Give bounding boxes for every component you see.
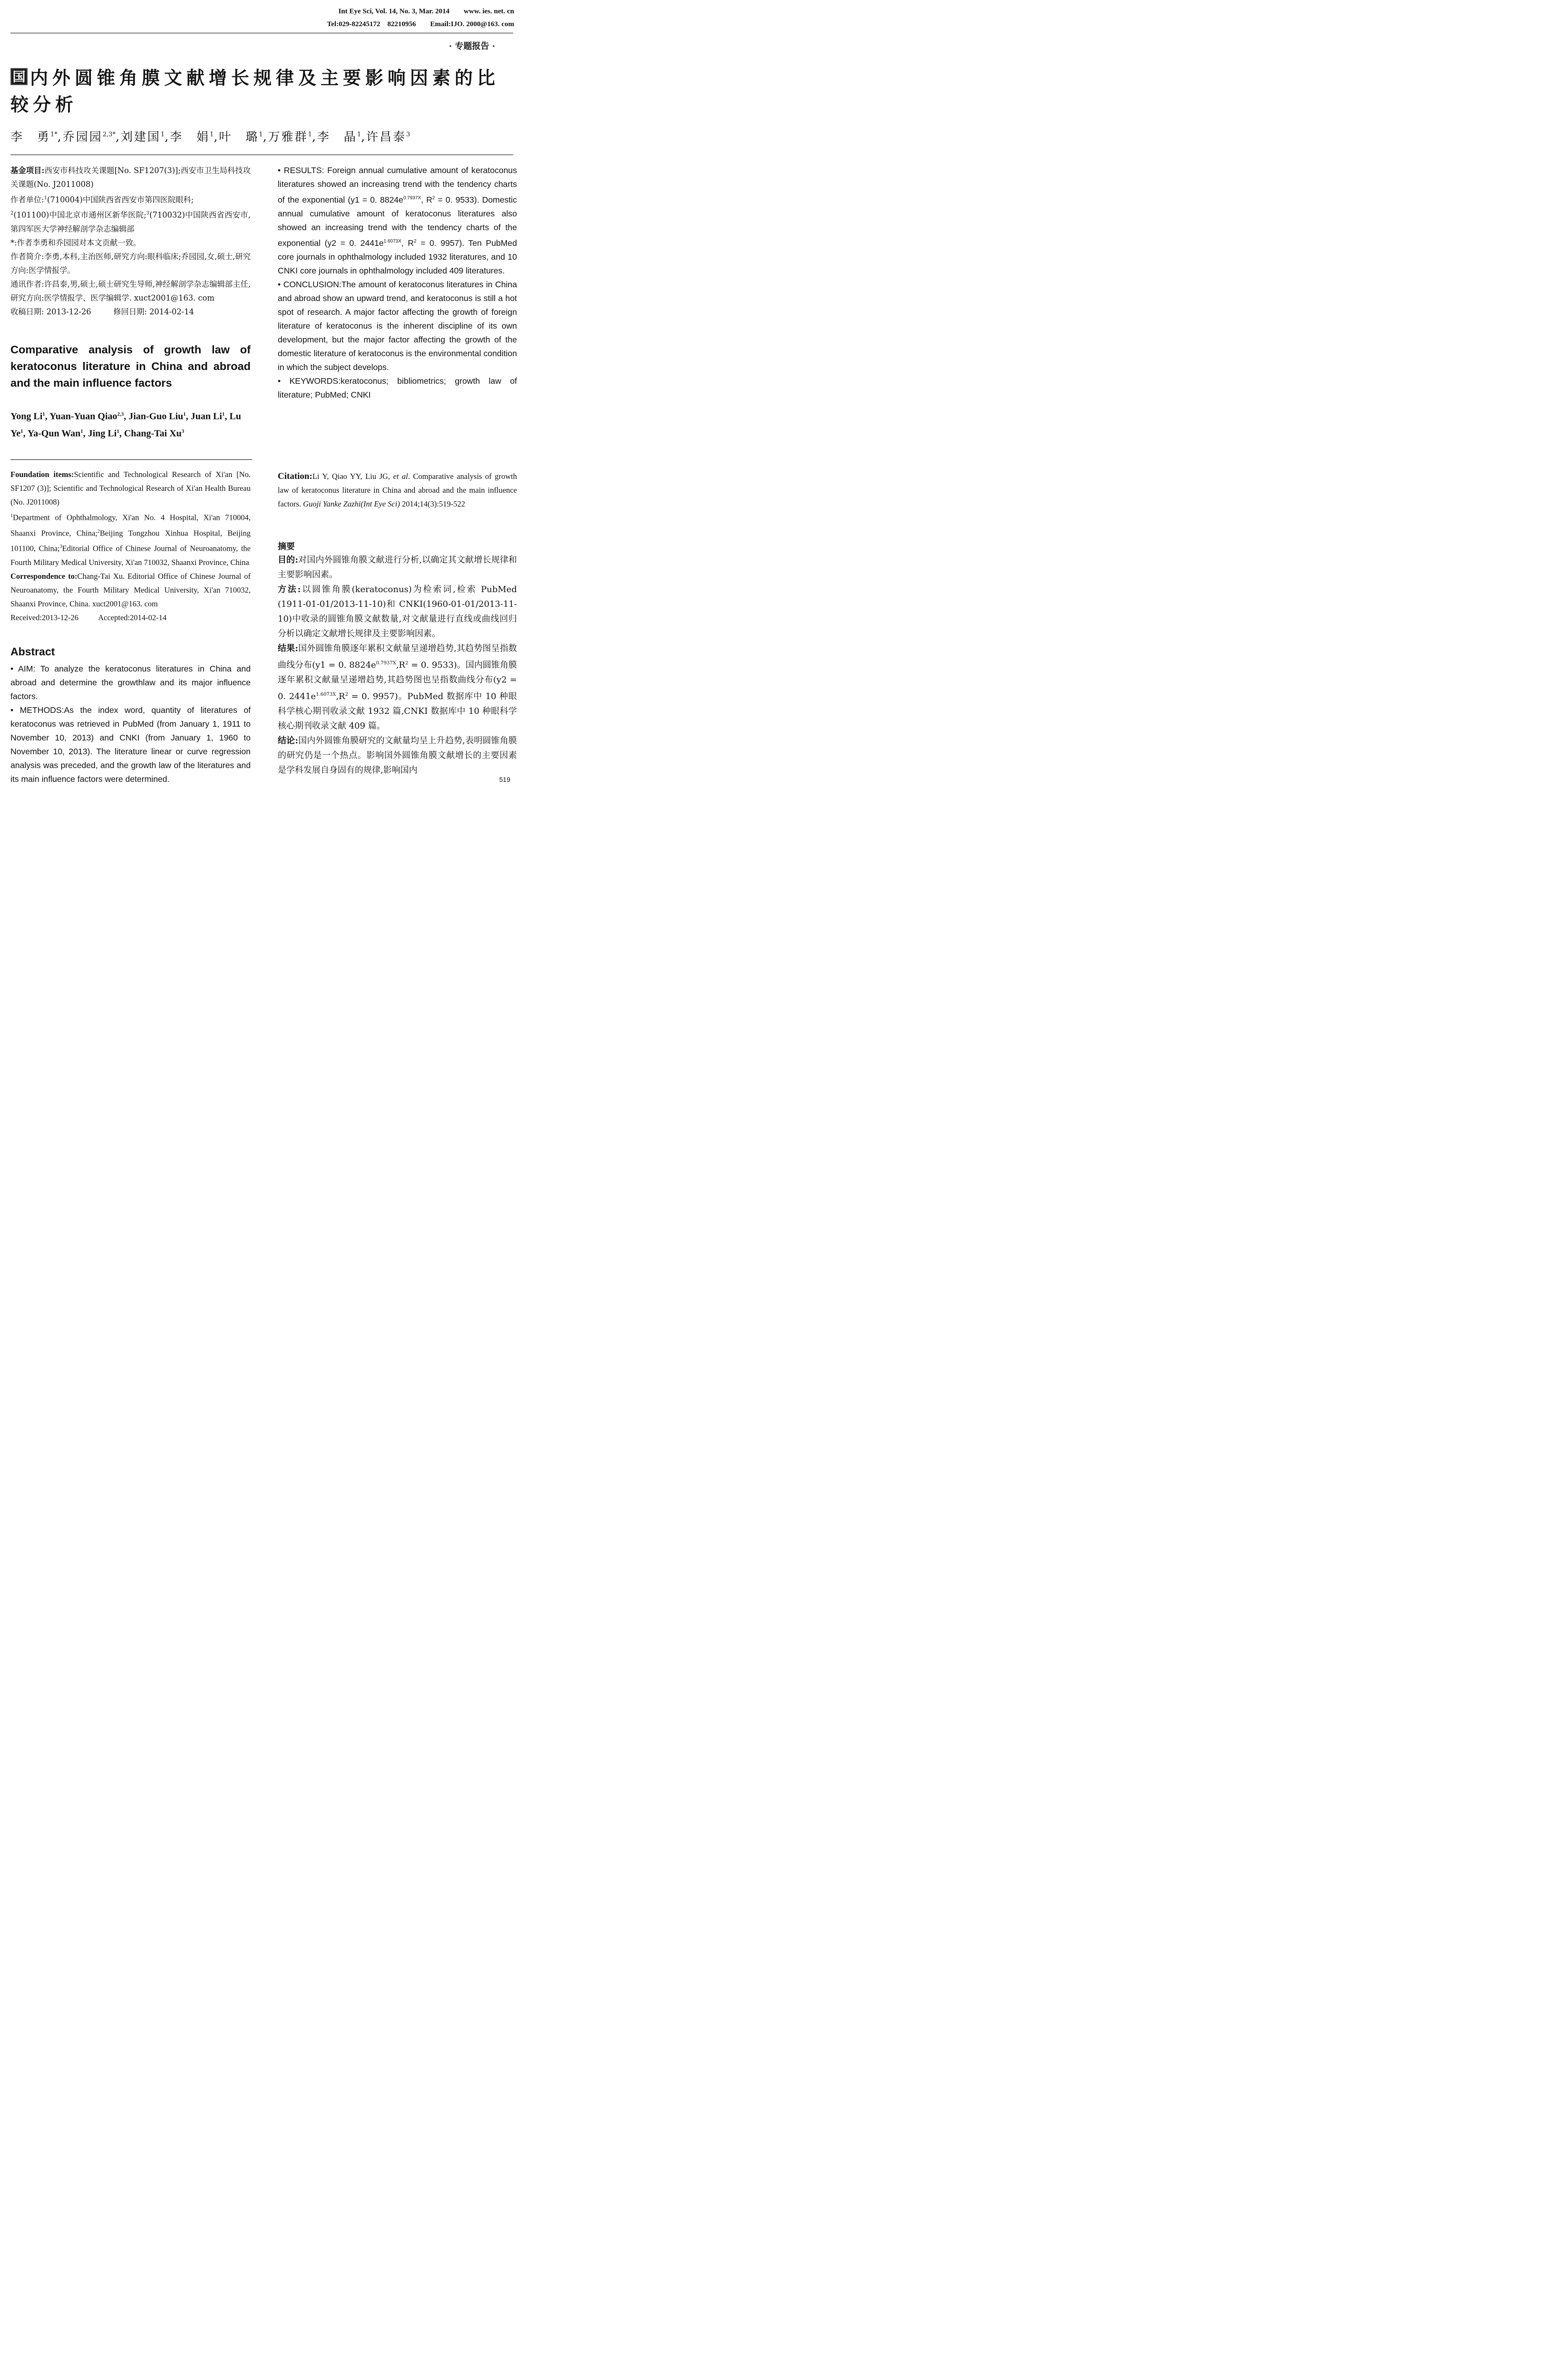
results-text-3: = 0. 9533). Domestic annual cumulative amount of keratoconus literatures also showed an increasing trend with the tendency charts of the exponential (y2 = 0. 2441e (278, 195, 517, 248)
author-en: Juan Li (190, 411, 222, 422)
methods-label: • METHODS: (10, 705, 64, 715)
cn-aim (278, 553, 517, 582)
received-cn: 收稿日期: 2013-12-26 (10, 307, 91, 316)
cn-results-4: ,R (336, 692, 345, 701)
author-cn: 许昌泰 (366, 130, 407, 144)
aff-sup: 1 (10, 513, 13, 518)
citation-etal: et al (393, 472, 408, 481)
results-r2-1: 2 (432, 195, 435, 201)
article-title-text: 内外圆锥角膜文献增长规律及主要影响因素的比较分析 (10, 67, 500, 115)
results-exp-1: 0.7937X (403, 195, 421, 201)
journal-page (0, 0, 523, 792)
results-text-4: , R (401, 238, 414, 248)
cn-results-r2-1: 2 (405, 661, 409, 666)
unit-sup: 1 (44, 195, 47, 201)
article-title-en: Comparative analysis of growth law of keratoconus literature in China and abroad and the main influence factors (10, 343, 251, 389)
author-sup: 1 (117, 428, 119, 434)
author-en: Lu Ye (10, 411, 241, 439)
results-text-2: , R (421, 195, 432, 205)
equal-contrib-cn: *:作者李勇和乔园园对本文贡献一致。 (10, 238, 141, 247)
citation-part-2: . Comparative analysis of growth law of keratoconus literature in China and abroad and the main influence factors. (278, 472, 517, 508)
abstract-left (10, 662, 251, 786)
dates-cn (10, 305, 251, 319)
abstract-aim (10, 662, 251, 703)
keywords-text: keratoconus; bibliometrics; growth law of literature; PubMed; CNKI (278, 376, 517, 399)
citation-part-3: 2014;14(3):519-522 (399, 499, 465, 508)
author-cn: 乔园园 (62, 130, 103, 144)
correspondence-en (10, 569, 251, 611)
author-sup: 1 (80, 428, 83, 434)
cn-conclusion-label: 结论: (278, 736, 298, 746)
cn-results-3: = 0. 9533)。国内圆锥角膜逐年累积文献量呈递增趋势,其趋势图也呈指数曲线分布(y2 = 0. 2441e (278, 660, 517, 701)
cn-meta-block (10, 164, 251, 319)
author-cn: 万雅群 (268, 130, 308, 144)
author-sup: 1 (20, 428, 23, 434)
results-text-1: Foreign annual cumulative amount of keratoconus literatures showed an increasing trend with the tendency charts of the exponential (y1 = 0. 8824e (278, 166, 517, 205)
author-sup: 1 (259, 131, 263, 138)
aff-en-3: Editorial Office of Chinese Journal of Neuroanatomy, the Fourth Military Medical University, Xi'an 710032, Shaanxi Province, China (10, 544, 251, 567)
author-sup: 3 (181, 428, 185, 434)
author-sup: 1 (210, 131, 214, 138)
methods-text: As the index word, quantity of literatures of keratoconus was retrieved in PubMed (from January 1, 1911 to November 10, 2013) and CNKI (from January 1, 1960 to November 10, 2013). The literature linear or curve regression analysis was preceded, and the growth law of the literatures and its main influence factors were determined. (10, 705, 251, 784)
aff-en-2: Beijing Tongzhou Xinhua Hospital, Beijing 101100, China; (10, 528, 251, 553)
cn-results-exp-2: 1.6073X (316, 692, 336, 697)
aim-label: • AIM: (10, 664, 36, 673)
cn-results-1: 国外圆锥角膜逐年累积文献量呈递增趋势,其趋势图呈指数曲线分布(y1 = 0. 8824e (278, 643, 517, 670)
abstract-methods (10, 703, 251, 786)
author-en: Chang-Tai Xu (124, 428, 182, 439)
received-en: Received:2013-12-26 (10, 613, 78, 622)
correspondence-cn: 通讯作者:许昌泰,男,硕士,硕士研究生导师,神经解剖学杂志编辑部主任,研究方向:医学情报学、医学编辑学. xuct2001@163. com (10, 279, 251, 302)
results-text-5: = 0. 9957). Ten PubMed core journals in ophthalmology included 1932 literatures, and 10 CNKI core journals in ophthalmology included 409 literatures. (278, 238, 517, 275)
page-number: 519 (499, 776, 510, 783)
abstract-heading: Abstract (10, 645, 55, 658)
author-sup: 3 (406, 131, 410, 138)
results-r2-2: 2 (414, 238, 417, 244)
author-sup: 1 (222, 411, 225, 417)
keywords-label: • KEYWORDS: (278, 376, 341, 386)
citation-text (278, 469, 517, 511)
author-sup: 1 (160, 131, 165, 138)
author-cn: 李 晶 (317, 130, 357, 144)
fund-cn-text: 西安市科技攻关课题[No. SF1207(3)];西安市卫生局科技攻关课题(No. J2011008) (10, 166, 251, 189)
conclusion-text: The amount of keratoconus literatures in China and abroad show an upward trend, and keratoconus is still a hot spot of research. A major factor affecting the growth of foreign literature of keratoconus is the inherent discipline of its own development, but the major factor affecting the growth of the domestic literature of keratoconus is the environmental condition in which the subject develops. (278, 279, 517, 372)
unit-cn (10, 191, 251, 236)
author-en: Jian-Guo Liu (128, 411, 184, 422)
abstract-results (278, 164, 517, 278)
abstract-keywords (278, 374, 517, 402)
article-title-cn (10, 65, 519, 118)
cn-conclusion (278, 733, 517, 778)
conclusion-label: • CONCLUSION: (278, 279, 341, 289)
cn-aim-text: 对国内外圆锥角膜文献进行分析,以确定其文献增长规律和主要影响因素。 (278, 555, 517, 580)
cn-results-5: = 0. 9957)。PubMed 数据库中 10 种眼科学核心期刊收录文献 1932 篇,CNKI 数据库中 10 种眼科学核心期刊收录文献 409 篇。 (278, 692, 517, 731)
aff-sup: 2 (97, 528, 100, 534)
country-badge-icon: 国 (10, 68, 28, 85)
revised-cn: 修回日期: 2014-02-14 (113, 307, 194, 316)
author-en: Yuan-Yuan Qiao (49, 411, 117, 422)
author-sup: 1 (183, 411, 186, 417)
aff-sup: 3 (59, 544, 62, 549)
journal-header-line-2: Tel:029-82245172 82210956 Email:IJO. 2000@163. com (327, 20, 514, 28)
author-sup: 1 (357, 131, 361, 138)
aim-text: To analyze the keratoconus literatures in China and abroad and determine the growthlaw and its major influence factors. (10, 664, 251, 701)
unit-cn-label: 作者单位: (10, 195, 44, 205)
cn-methods-label: 方法: (278, 585, 301, 594)
fund-en-label: Foundation items: (10, 470, 74, 479)
corr-en-text: Chang-Tai Xu. Editorial Office of Chinese Journal of Neuroanatomy, the Fourth Military Medical University, Xi'an 710032, Shaanxi Province, China. xuct2001@163. com (10, 571, 251, 608)
author-sup: 2,3* (102, 131, 116, 138)
cn-aim-label: 目的: (278, 555, 298, 565)
unit-cn-2: (101100)中国北京市通州区新华医院; (13, 210, 146, 220)
author-sup: 2,3 (117, 411, 124, 417)
cn-abstract-heading: 摘要 (278, 542, 295, 552)
journal-header-line-1: Int Eye Sci, Vol. 14, No. 3, Mar. 2014 www. ies. net. cn (338, 8, 514, 15)
author-cn: 刘建国 (120, 130, 161, 144)
author-sup: 1 (308, 131, 312, 138)
fund-en (10, 468, 251, 509)
accepted-en: Accepted:2014-02-14 (98, 613, 167, 622)
author-en: Jing Li (88, 428, 117, 439)
abstract-conclusion (278, 278, 517, 374)
authors-cn: 李 勇$^{1*}$,乔园园$^{2,3*}$,刘建国$^1$,李 娟$^1$,叶 璐$^1$,万雅群$^1$,李 晶$^1$,许昌泰$^3$ (10, 130, 410, 144)
cn-methods (278, 582, 517, 641)
dates-en (10, 611, 251, 624)
author-bio-cn: 作者简介:李勇,本科,主治医师,研究方向:眼科临床;乔园园,女,硕士,研究方向:医学情报学。 (10, 252, 251, 275)
column-rule (10, 459, 252, 460)
author-en: Ya-Qun Wan (27, 428, 81, 439)
cn-results (278, 641, 517, 733)
cn-methods-text: 以圆锥角膜(keratoconus)为检索词,检索 PubMed (1911-01-01/2013-11-10)和 CNKI(1960-01-01/2013-11-10)中收录的圆锥角膜文献数量,对文献量进行直线或曲线回归分析以确定文献增长规律及主要影响因素。 (278, 585, 517, 639)
cn-results-2: ,R (396, 660, 406, 670)
author-sup: 1 (42, 411, 45, 417)
unit-sup: 2 (10, 211, 14, 216)
cn-conclusion-text: 国内外圆锥角膜研究的文献量均呈上升趋势,表明圆锥角膜的研究仍是一个热点。影响国外圆锥角膜文献增长的主要因素是学科发展自身固有的规律,影响国内 (278, 736, 517, 775)
citation-part-1: Li Y, Qiao YY, Liu JG, (312, 472, 393, 481)
results-label: • RESULTS: (278, 166, 324, 175)
unit-cn-1: (710004)中国陕西省西安市第四医院眼科; (47, 195, 194, 205)
unit-sup: 3 (146, 211, 150, 216)
en-meta-block (10, 468, 251, 624)
aff-en-1: Department of Ophthalmology, Xi'an No. 4 Hospital, Xi'an 710004, Shaanxi Province, China; (10, 513, 251, 537)
author-cn: 叶 璐 (219, 130, 259, 144)
results-exp-2: 1.6073X (383, 238, 401, 244)
unit-cn-3: (710032)中国陕西省西安市,第四军医大学神经解剖学杂志编辑部 (10, 210, 251, 234)
cn-results-label: 结果: (278, 643, 298, 653)
citation (278, 469, 517, 511)
cn-results-r2-2: 2 (345, 692, 348, 697)
author-sup: 1* (50, 131, 58, 138)
fund-cn (10, 164, 251, 191)
corr-en-label: Correspondence to: (10, 571, 78, 581)
cn-results-exp-1: 0.7937X (376, 661, 396, 666)
affiliations-en (10, 509, 251, 569)
author-cn: 李 勇 (10, 130, 51, 144)
authors-en: Yong Li$^1$, Yuan-Yuan Qiao$^{2,3}$, Jian-Guo Liu$^1$, Juan Li$^1$, Lu Ye$^1$, Ya-Qun Wan$^1$, Jing Li$^1$, Chang-Tai Xu$^3$ (10, 411, 241, 439)
author-en: Yong Li (10, 411, 43, 422)
author-cn: 李 娟 (170, 130, 210, 144)
fund-cn-label: 基金项目: (10, 166, 45, 175)
fund-en-text: Scientific and Technological Research of Xi'an [No. SF1207 (3)]; Scientific and Technological Research of Xi'an Health Bureau (No. J2011008) (10, 470, 251, 507)
section-label: · 专题报告 · (448, 41, 495, 51)
citation-journal: Guoji Yanke Zazhi(Int Eye Sci) (303, 499, 400, 508)
cn-abstract (278, 553, 517, 778)
citation-label: Citation: (278, 471, 312, 481)
